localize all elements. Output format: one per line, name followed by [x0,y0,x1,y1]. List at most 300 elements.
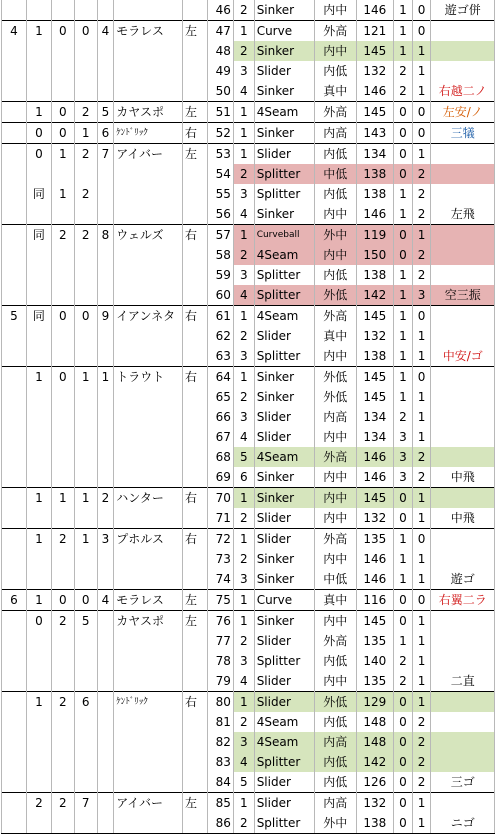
outs-cell: 1 [26,590,51,611]
zone-cell: 内高 [315,407,357,427]
pitch-type-cell: Slider [254,427,314,447]
order-cell [97,427,114,447]
strike-count-cell: 0 [412,367,431,388]
result-cell: 中飛 [431,467,495,488]
pitch-type-cell: Splitter [254,651,314,671]
strike-count-cell: 2 [412,265,431,285]
inning-cell [2,0,27,21]
inning-cell [2,692,27,713]
zone-cell: 内中 [315,346,357,367]
batter-name-cell: イアンネタ [114,306,183,327]
strikes-cell [74,671,97,692]
zone-cell: 外低 [315,367,357,388]
order-cell [97,447,114,467]
batter-pitch-count-cell: 2 [233,508,254,529]
inning-cell: 5 [2,306,27,327]
batter-name-cell [114,467,183,488]
batter-pitch-count-cell: 2 [233,245,254,265]
zone-cell: 外高 [315,21,357,42]
strikes-cell [74,447,97,467]
zone-cell: 内中 [315,245,357,265]
table-row [2,225,495,246]
batter-pitch-count-cell: 5 [233,447,254,467]
batter-pitch-count-cell: 1 [233,529,254,550]
strikes-cell [74,752,97,772]
batter-pitch-count-cell: 5 [233,772,254,793]
speed-cell: 121 [356,21,393,42]
outs-cell [26,631,51,651]
strike-count-cell: 1 [412,651,431,671]
order-cell [97,671,114,692]
batter-pitch-count-cell: 2 [233,164,254,184]
batter-name-cell: ｹﾝﾄﾞﾘｯｸ [114,692,183,713]
strike-count-cell: 1 [412,326,431,346]
strikes-cell [74,732,97,752]
pitch-type-cell: Slider [254,692,314,713]
outs-cell [26,81,51,102]
inning-cell [2,387,27,407]
pitch-number-cell: 51 [207,102,233,123]
inning-cell [2,245,27,265]
batter-pitch-count-cell: 4 [233,752,254,772]
strikes-cell [74,346,97,367]
speed-cell: 140 [356,651,393,671]
order-cell: 5 [97,102,114,123]
order-cell [97,467,114,488]
table-row [2,265,495,285]
zone-cell: 内高 [315,732,357,752]
ball-count-cell: 1 [394,326,413,346]
order-cell: 4 [97,21,114,42]
balls-cell [51,387,74,407]
outs-cell [26,41,51,61]
batter-name-cell: ウェルズ [114,225,183,246]
speed-cell: 146 [356,467,393,488]
strikes-cell: 2 [74,184,97,204]
table-row [2,245,495,265]
batter-name-cell [114,81,183,102]
strike-count-cell: 0 [412,21,431,42]
zone-cell: 外高 [315,631,357,651]
balls-cell [51,245,74,265]
balls-cell [51,732,74,752]
balls-cell [51,549,74,569]
batter-name-cell: カヤスポ [114,102,183,123]
outs-cell [26,346,51,367]
batter-name-cell: プホルス [114,529,183,550]
zone-cell: 内低 [315,144,357,165]
outs-cell [26,508,51,529]
ball-count-cell: 1 [394,265,413,285]
order-cell [97,631,114,651]
strike-count-cell: 3 [412,285,431,306]
pitch-type-cell: Sinker [254,467,314,488]
pitch-number-cell: 64 [207,367,233,388]
batter-pitch-count-cell: 3 [233,184,254,204]
strikes-cell [74,204,97,225]
outs-cell [26,204,51,225]
outs-cell [26,569,51,590]
outs-cell [26,467,51,488]
balls-cell [51,447,74,467]
inning-cell [2,752,27,772]
strikes-cell [74,61,97,81]
balls-cell [51,813,74,834]
table-row [2,813,495,834]
strikes-cell: 2 [74,144,97,165]
strike-count-cell: 2 [412,164,431,184]
pitch-number-cell: 53 [207,144,233,165]
speed-cell: 126 [356,772,393,793]
zone-cell: 内中 [315,671,357,692]
result-cell: 左安/ノ [431,102,495,123]
pitch-number-cell: 48 [207,41,233,61]
strike-count-cell: 2 [412,447,431,467]
inning-cell [2,529,27,550]
balls-cell [51,41,74,61]
result-cell [431,21,495,42]
batter-name-cell [114,631,183,651]
order-cell [97,651,114,671]
ball-count-cell: 1 [394,346,413,367]
batter-hand-cell [182,752,207,772]
order-cell [97,387,114,407]
batter-hand-cell [182,61,207,81]
result-cell [431,225,495,246]
pitch-number-cell: 70 [207,488,233,509]
batter-name-cell [114,0,183,21]
order-cell [97,204,114,225]
inning-cell: 4 [2,21,27,42]
ball-count-cell: 0 [394,712,413,732]
ball-count-cell: 0 [394,752,413,772]
ball-count-cell: 1 [394,367,413,388]
ball-count-cell: 3 [394,447,413,467]
pitch-type-cell: Sinker [254,611,314,632]
pitch-type-cell: Slider [254,529,314,550]
batter-hand-cell [182,326,207,346]
table-row [2,0,495,21]
result-cell [431,326,495,346]
pitch-number-cell: 83 [207,752,233,772]
batter-hand-cell: 右 [182,488,207,509]
strike-count-cell: 1 [412,225,431,246]
table-row [2,752,495,772]
batter-hand-cell [182,447,207,467]
result-cell: 中安/ゴ [431,346,495,367]
order-cell [97,692,114,713]
pitch-type-cell: Splitter [254,164,314,184]
strikes-cell: 0 [74,590,97,611]
outs-cell: 1 [26,21,51,42]
batter-hand-cell [182,184,207,204]
strikes-cell: 1 [74,488,97,509]
strike-count-cell: 1 [412,488,431,509]
pitch-type-cell: Splitter [254,265,314,285]
balls-cell [51,631,74,651]
outs-cell [26,164,51,184]
outs-cell: 1 [26,692,51,713]
outs-cell: 0 [26,144,51,165]
strikes-cell: 2 [74,102,97,123]
strike-count-cell: 1 [412,692,431,713]
batter-pitch-count-cell: 1 [233,225,254,246]
strike-count-cell: 0 [412,123,431,144]
inning-cell [2,813,27,834]
outs-cell [26,387,51,407]
speed-cell: 148 [356,732,393,752]
inning-cell: 6 [2,590,27,611]
batter-hand-cell [182,245,207,265]
outs-cell: 1 [26,367,51,388]
batter-name-cell [114,41,183,61]
pitch-number-cell: 52 [207,123,233,144]
table-row [2,123,495,144]
batter-pitch-count-cell: 2 [233,0,254,21]
result-cell [431,387,495,407]
strikes-cell [74,813,97,834]
speed-cell: 138 [356,813,393,834]
ball-count-cell: 0 [394,123,413,144]
pitch-type-cell: Splitter [254,184,314,204]
table-row [2,772,495,793]
pitch-number-cell: 86 [207,813,233,834]
table-row [2,671,495,692]
batter-pitch-count-cell: 1 [233,793,254,814]
strikes-cell [74,81,97,102]
inning-cell [2,265,27,285]
result-cell: 三犠 [431,123,495,144]
outs-cell [26,245,51,265]
result-cell [431,407,495,427]
outs-cell: 2 [26,793,51,814]
strike-count-cell: 2 [412,467,431,488]
strikes-cell: 2 [74,225,97,246]
strike-count-cell: 1 [412,427,431,447]
batter-name-cell [114,387,183,407]
strike-count-cell: 1 [412,631,431,651]
ball-count-cell: 0 [394,611,413,632]
table-row [2,41,495,61]
strikes-cell [74,508,97,529]
ball-count-cell: 0 [394,102,413,123]
batter-hand-cell [182,508,207,529]
strikes-cell: 7 [74,793,97,814]
pitch-number-cell: 79 [207,671,233,692]
outs-cell: 同 [26,306,51,327]
balls-cell: 1 [51,184,74,204]
table-row [2,732,495,752]
outs-cell [26,712,51,732]
zone-cell: 内中 [315,427,357,447]
strike-count-cell: 1 [412,41,431,61]
result-cell: 右越二ノ [431,81,495,102]
pitch-number-cell: 58 [207,245,233,265]
balls-cell: 2 [51,692,74,713]
batter-hand-cell [182,569,207,590]
ball-count-cell: 2 [394,407,413,427]
order-cell [97,772,114,793]
batter-pitch-count-cell: 3 [233,732,254,752]
speed-cell: 146 [356,447,393,467]
batter-name-cell: モラレス [114,21,183,42]
strike-count-cell: 1 [412,346,431,367]
strike-count-cell: 1 [412,671,431,692]
balls-cell: 1 [51,488,74,509]
strike-count-cell: 1 [412,387,431,407]
pitch-type-cell: 4Seam [254,447,314,467]
speed-cell: 148 [356,712,393,732]
batter-name-cell [114,549,183,569]
order-cell [97,41,114,61]
pitch-number-cell: 54 [207,164,233,184]
outs-cell [26,447,51,467]
strike-count-cell: 1 [412,407,431,427]
zone-cell: 外低 [315,692,357,713]
order-cell [97,732,114,752]
zone-cell: 真中 [315,326,357,346]
pitch-number-cell: 68 [207,447,233,467]
strikes-cell [74,245,97,265]
batter-pitch-count-cell: 3 [233,61,254,81]
strikes-cell [74,0,97,21]
pitch-number-cell: 74 [207,569,233,590]
table-row [2,611,495,632]
result-cell [431,306,495,327]
pitch-number-cell: 78 [207,651,233,671]
zone-cell: 内低 [315,265,357,285]
ball-count-cell: 1 [394,387,413,407]
batter-name-cell [114,285,183,306]
batter-pitch-count-cell: 3 [233,346,254,367]
batter-pitch-count-cell: 2 [233,326,254,346]
inning-cell [2,651,27,671]
batter-hand-cell [182,772,207,793]
strikes-cell [74,407,97,427]
speed-cell: 134 [356,407,393,427]
pitch-number-cell: 82 [207,732,233,752]
batter-pitch-count-cell: 1 [233,488,254,509]
batter-pitch-count-cell: 3 [233,265,254,285]
ball-count-cell: 0 [394,590,413,611]
result-cell [431,447,495,467]
ball-count-cell: 0 [394,732,413,752]
outs-cell: 1 [26,529,51,550]
strike-count-cell: 1 [412,793,431,814]
batter-name-cell [114,752,183,772]
result-cell [431,184,495,204]
table-row [2,285,495,306]
balls-cell [51,467,74,488]
batter-pitch-count-cell: 1 [233,306,254,327]
table-row [2,306,495,327]
pitch-number-cell: 71 [207,508,233,529]
batter-pitch-count-cell: 2 [233,813,254,834]
pitch-number-cell: 67 [207,427,233,447]
speed-cell: 143 [356,123,393,144]
pitch-number-cell: 84 [207,772,233,793]
result-cell [431,144,495,165]
result-cell [431,712,495,732]
batter-hand-cell [182,467,207,488]
balls-cell [51,164,74,184]
outs-cell: 1 [26,102,51,123]
inning-cell [2,144,27,165]
outs-cell: 同 [26,184,51,204]
strikes-cell [74,549,97,569]
batter-pitch-count-cell: 3 [233,407,254,427]
balls-cell: 0 [51,21,74,42]
batter-name-cell: カヤスポ [114,611,183,632]
batter-hand-cell [182,712,207,732]
batter-hand-cell [182,387,207,407]
ball-count-cell: 2 [394,61,413,81]
speed-cell: 132 [356,326,393,346]
batter-name-cell [114,508,183,529]
batter-name-cell: ｹﾝﾄﾞﾘｯｸ [114,123,183,144]
zone-cell: 外低 [315,387,357,407]
strikes-cell [74,569,97,590]
pitch-number-cell: 63 [207,346,233,367]
balls-cell [51,0,74,21]
pitch-number-cell: 66 [207,407,233,427]
zone-cell: 外高 [315,447,357,467]
table-row [2,407,495,427]
batter-hand-cell [182,285,207,306]
batter-pitch-count-cell: 1 [233,611,254,632]
batter-name-cell [114,427,183,447]
inning-cell [2,285,27,306]
strikes-cell: 0 [74,21,97,42]
table-row [2,21,495,42]
batter-hand-cell [182,407,207,427]
batter-name-cell: ハンター [114,488,183,509]
zone-cell: 中低 [315,569,357,590]
order-cell [97,611,114,632]
inning-cell [2,326,27,346]
batter-hand-cell [182,164,207,184]
speed-cell: 150 [356,245,393,265]
result-cell [431,631,495,651]
batter-name-cell [114,772,183,793]
order-cell [97,549,114,569]
result-cell: 中飛 [431,508,495,529]
ball-count-cell: 1 [394,41,413,61]
batter-name-cell [114,712,183,732]
strikes-cell [74,41,97,61]
strike-count-cell: 0 [412,306,431,327]
zone-cell: 外高 [315,102,357,123]
batter-hand-cell [182,0,207,21]
strike-count-cell: 0 [412,590,431,611]
strikes-cell [74,651,97,671]
ball-count-cell: 1 [394,204,413,225]
outs-cell [26,427,51,447]
table-row [2,569,495,590]
outs-cell [26,407,51,427]
batter-hand-cell: 左 [182,793,207,814]
table-row [2,467,495,488]
result-cell [431,427,495,447]
batter-hand-cell [182,732,207,752]
result-cell [431,41,495,61]
ball-count-cell: 1 [394,529,413,550]
batter-hand-cell [182,41,207,61]
strike-count-cell: 1 [412,569,431,590]
pitch-type-cell: Curveball [254,225,314,246]
batter-hand-cell [182,651,207,671]
speed-cell: 146 [356,0,393,21]
